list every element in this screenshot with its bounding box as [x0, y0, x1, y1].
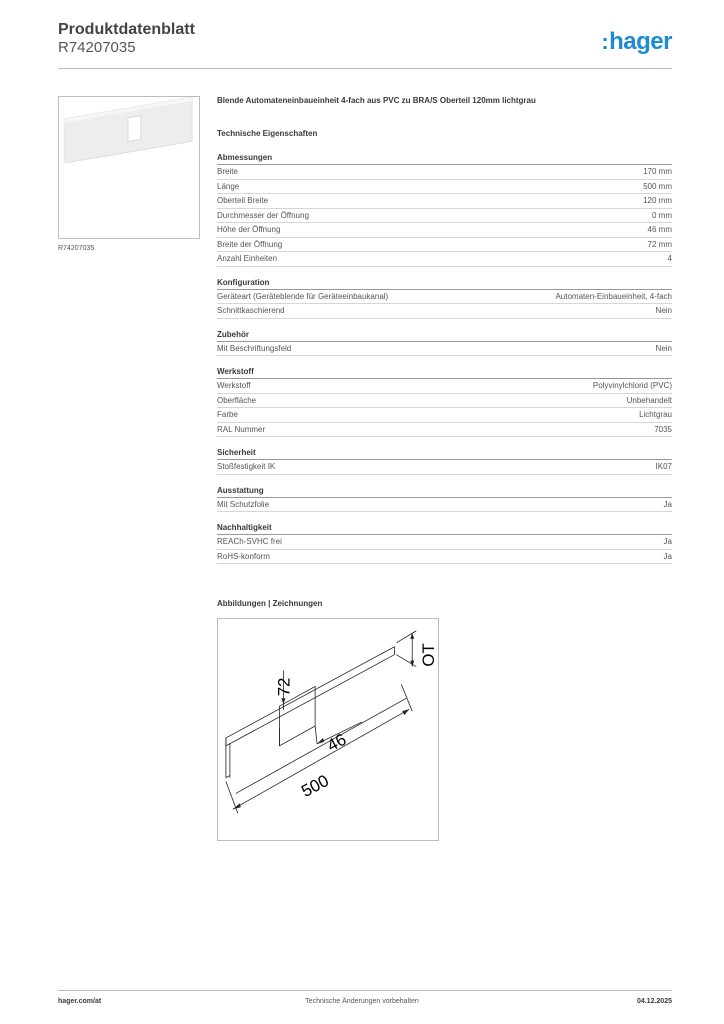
property-value: 7035 [654, 424, 672, 434]
section-title: Ausstattung [217, 484, 672, 498]
footer-website: hager.com/at [58, 998, 102, 1005]
drawings-title: Abbildungen | Zeichnungen [217, 599, 323, 608]
property-label: REACh-SVHC frei [217, 537, 282, 546]
property-label: Mit Schutzfolie [217, 499, 270, 509]
logo-text: hager [609, 28, 672, 55]
property-label: Breite [217, 167, 238, 176]
section-title: Sicherheit [217, 446, 672, 460]
section-sicherheit [217, 446, 672, 475]
footer-disclaimer: Technische Änderungen vorbehalten [305, 998, 419, 1005]
hager-logo: :hager [601, 28, 672, 55]
product-thumbnail [58, 96, 200, 239]
dimension-height-label: 46 [323, 729, 350, 756]
product-description: Blende Automateneinbaueinheit 4-fach aus PVC zu BRA/S Oberteil 120mm lichtgrau [217, 96, 536, 105]
header-product-code: R74207035 [58, 39, 136, 56]
property-row [217, 342, 672, 357]
section-title: Werkstoff [217, 365, 672, 379]
thumbnail-caption: R74207035 [58, 245, 95, 252]
property-label: Breite der Öffnung [217, 239, 283, 249]
content-area [217, 96, 672, 573]
property-row [217, 223, 672, 238]
property-row [217, 165, 672, 180]
property-label: RoHS-konform [217, 551, 270, 561]
property-row [217, 304, 672, 319]
technical-properties-title: Technische Eigenschaften [217, 129, 318, 138]
property-value: 4 [667, 254, 672, 263]
property-value: 500 mm [643, 181, 672, 191]
property-row [217, 423, 672, 438]
property-row [217, 194, 672, 209]
property-label: Schnittkaschierend [217, 306, 285, 315]
dimension-length-label: 500 [298, 770, 332, 801]
property-row [217, 535, 672, 550]
section-title: Konfiguration [217, 276, 672, 290]
property-label: RAL Nummer [217, 424, 266, 434]
property-label: Oberfläche [217, 395, 257, 405]
property-label: Anzahl Einheiten [217, 254, 278, 263]
property-value: Ja [663, 537, 672, 546]
property-label: Durchmesser der Öffnung [217, 210, 309, 220]
footer-divider [58, 990, 672, 991]
section-zubeh-r [217, 328, 672, 357]
property-row [217, 379, 672, 394]
footer-date: 04.12.2025 [636, 998, 672, 1005]
section-werkstoff [217, 365, 672, 437]
property-value: Ja [663, 499, 672, 509]
technical-drawing [217, 618, 439, 841]
section-konfiguration [217, 276, 672, 319]
property-row [217, 180, 672, 195]
property-value: 120 mm [643, 196, 672, 205]
property-row [217, 460, 672, 475]
property-row [217, 290, 672, 305]
property-sections [217, 151, 672, 564]
property-row [217, 408, 672, 423]
dimension-width-label: 72 [274, 677, 294, 697]
property-value: IK07 [655, 462, 672, 471]
property-label: Oberteil Breite [217, 196, 269, 205]
dimension-ot-label: OT [419, 643, 438, 667]
section-nachhaltigkeit [217, 521, 672, 564]
property-row [217, 209, 672, 224]
property-value: Polyvinylchlorid (PVC) [592, 381, 672, 390]
property-label: Länge [217, 181, 240, 191]
property-row [217, 252, 672, 267]
property-value: Nein [655, 306, 672, 315]
property-label: Mit Beschriftungsfeld [217, 343, 292, 353]
property-value: Unbehandelt [626, 395, 672, 405]
section-title: Abmessungen [217, 151, 672, 165]
property-value: Nein [655, 343, 672, 353]
header-divider [58, 68, 672, 69]
property-label: Werkstoff [217, 381, 251, 390]
property-value: Lichtgrau [639, 410, 672, 419]
property-value: Ja [663, 551, 672, 561]
property-label: Höhe der Öffnung [217, 225, 281, 234]
property-label: Geräteart (Geräteblende für Geräteeinbaukanal) [217, 291, 389, 301]
property-value: Automaten-Einbaueinheit, 4-fach [555, 291, 672, 301]
section-title: Nachhaltigkeit [217, 521, 672, 535]
property-row [217, 550, 672, 565]
property-value: 170 mm [643, 167, 672, 176]
property-row [217, 238, 672, 253]
section-title: Zubehör [217, 328, 672, 342]
section-ausstattung [217, 484, 672, 513]
property-row [217, 394, 672, 409]
header-title: Produktdatenblatt [58, 21, 195, 38]
property-row [217, 498, 672, 513]
property-label: Stoßfestigkeit IK [217, 462, 276, 471]
property-value: 46 mm [647, 225, 672, 234]
section-abmessungen [217, 151, 672, 267]
property-value: 0 mm [652, 210, 672, 220]
property-label: Farbe [217, 410, 238, 419]
property-value: 72 mm [647, 239, 672, 249]
